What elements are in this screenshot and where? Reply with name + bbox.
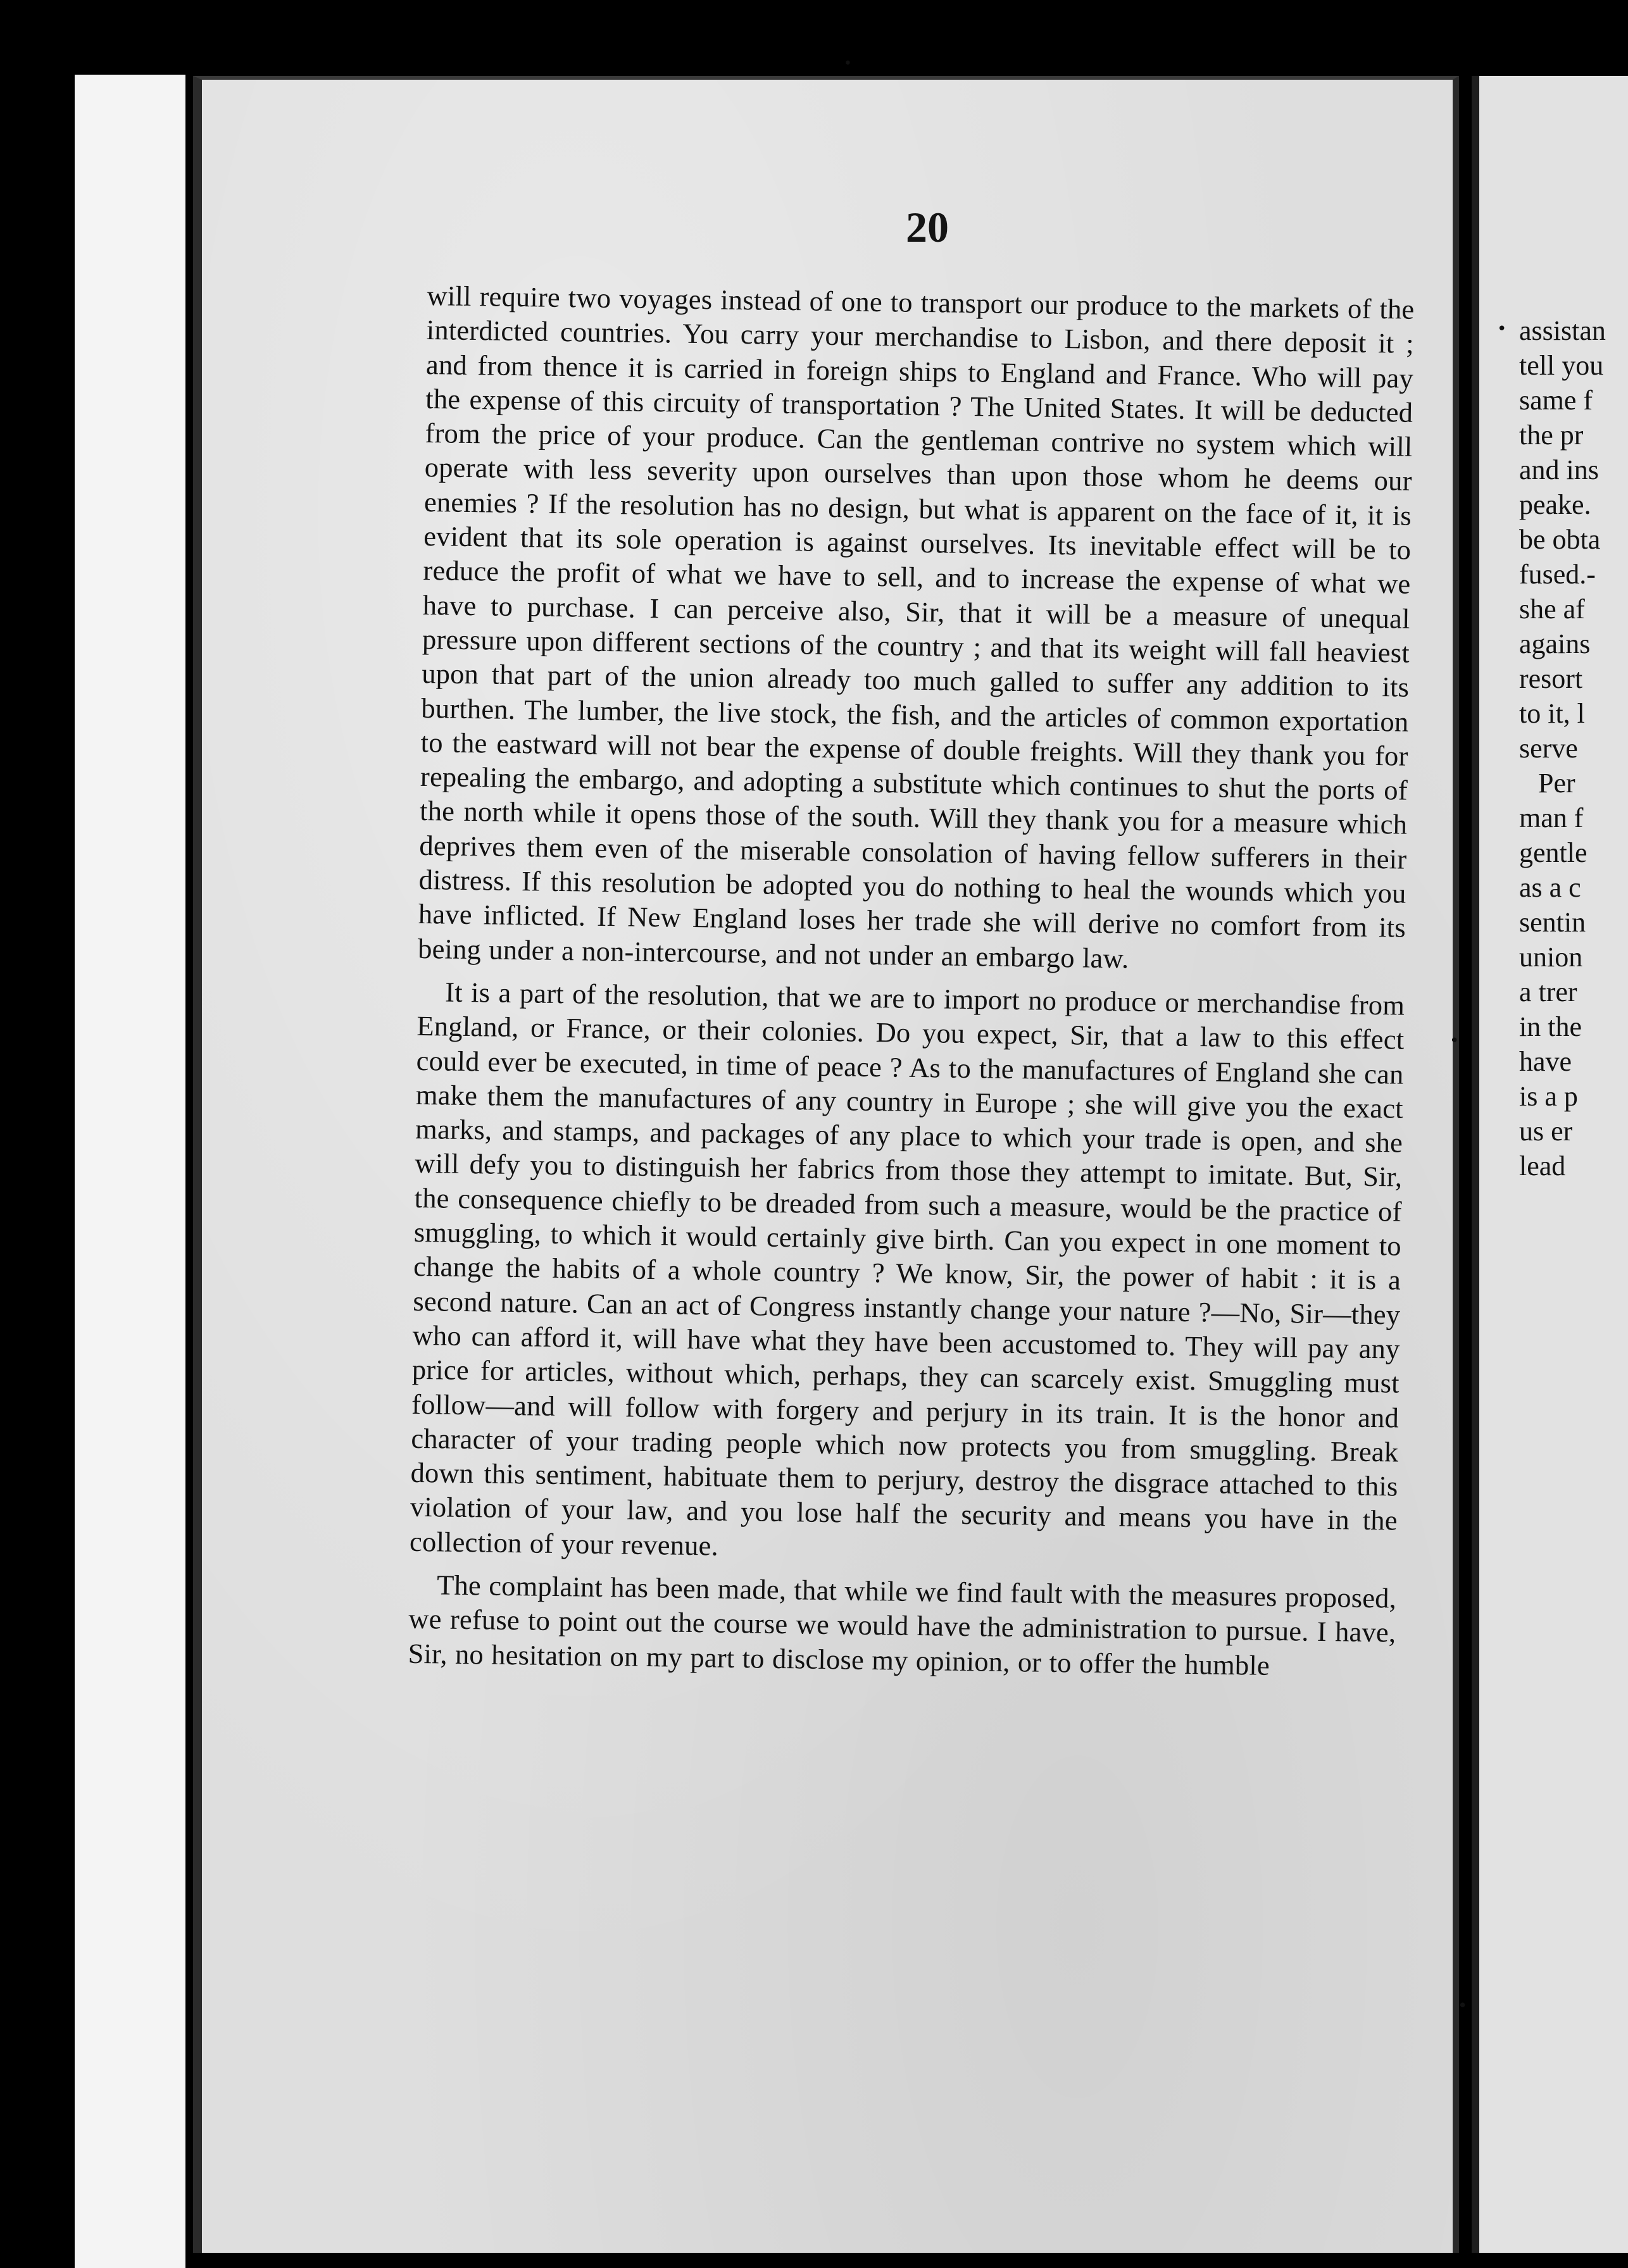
paragraph-3: The complaint has been made, that while we find fault with the measures proposed, we refuse to point out the course we would have the administration to pursue. I have, Sir, no hesitation on my part to disclose my opinion, or to offer the humble [408, 1569, 1397, 1681]
paragraph-1: will require two voyages instead of one to transport our produce to the markets of the interdicted countries. You carry your merchandise to Lisbon, and there deposit it ; and from thence it is carried in foreign ships to England and France. Who will pay the expense of this circuity of transportation ? The United States. It will be deducted from the price of your produce. Can the gentleman contrive no system which will operate with less severity upon ourselves than upon those whom he deems our enemies ? If the resolution has no design, but what is apparent on the face of it, it is evident that its sole operation is against ourselves. Its inevitable effect will be to reduce the profit of what we have to sell, and to increase the expense of what we have to purchase. I can perceive also, Sir, that it will be a measure of unequal pressure upon different sections of the country ; and that its weight will fall heaviest upon that part of the union already too much galled to suffer any addition to its burthen. The lumber, the live stock, the fish, and the articles of common exportation to the eastward will not bear the expense of double freights. Will they thank you for repealing the embargo, and adopting a substitute which continues to shut the ports of the north while it opens those of the south. Will they thank you for a measure which deprives them even of the miserable consolation of having fellow sufferers in their distress. If this resolution be adopted you do nothing to heal the wounds which you have inflicted. If New England loses her trade she will derive no comfort from its being under a non-intercourse, and not under an embargo law. [417, 279, 1415, 975]
facing-line: peake. [1519, 489, 1591, 520]
left-margin-strip [75, 75, 185, 2268]
facing-line: fused.- [1519, 559, 1596, 590]
facing-page-text [1519, 313, 1628, 1224]
facing-line: to it, l [1519, 698, 1585, 729]
facing-line: lead [1519, 1150, 1566, 1181]
facing-line: the pr [1519, 420, 1584, 451]
facing-line: agains [1519, 628, 1591, 659]
facing-line: a trer [1519, 976, 1577, 1007]
ink-speck: • [1450, 1031, 1460, 1050]
ink-speck: • [844, 56, 852, 72]
facing-line: tell you [1519, 350, 1604, 381]
facing-line: same f [1519, 385, 1593, 416]
facing-line: in the [1519, 1011, 1582, 1042]
facing-line: resort [1519, 663, 1583, 694]
page-body [408, 278, 1415, 1684]
paragraph-2: It is a part of the resolution, that we are to import no produce or merchandise from England, or France, or their colonies. Do you expect, Sir, that a law to this effect could ever be executed, in time of peace ? As to the manufactures of England she can make them the manufactures of any country in Europe ; she will give you the exact marks, and stamps, and packages of any place to which your trade is open, and she will defy you to distinguish her fabrics from those they attempt to imitate. But, Sir, the consequence chiefly to be dreaded from such a measure, would be the practice of smuggling, to which it would certainly give birth. Can you expect in one moment to change the habits of a whole country ? We know, Sir, the power of habit : it is a second nature. Can an act of Congress instantly change your nature ?—No, Sir—they who can afford it, will have what they have been accustomed to. They will pay any price for articles, without which, perhaps, they can scarcely exist. Smuggling must follow—and will follow with forgery and perjury in its train. It is the honor and character of your trading people which now protects you from smuggling. Break down this sentiment, habituate them to perjury, destroy the disgrace attached to this violation of your law, and you lose half the security and means you have in the collection of your revenue. [409, 976, 1405, 1562]
facing-line: union [1519, 942, 1583, 973]
facing-line: man f [1519, 802, 1584, 833]
facing-line: Per [1538, 768, 1575, 799]
facing-line: sentin [1519, 907, 1586, 938]
facing-line: is a p [1519, 1081, 1578, 1112]
facing-line: as a c [1519, 872, 1581, 903]
ink-speck: • [1458, 1997, 1468, 2016]
facing-line: be obta [1519, 524, 1601, 555]
facing-line: assistan [1519, 315, 1606, 346]
page-number: 20 [906, 203, 949, 251]
facing-line: serve [1519, 733, 1578, 764]
facing-line: she af [1519, 594, 1585, 625]
facing-line: and ins [1519, 454, 1599, 485]
facing-line: gentle [1519, 837, 1587, 868]
facing-line: have [1519, 1046, 1572, 1077]
ink-speck: • [1497, 320, 1507, 339]
facing-line: us er [1519, 1116, 1573, 1147]
